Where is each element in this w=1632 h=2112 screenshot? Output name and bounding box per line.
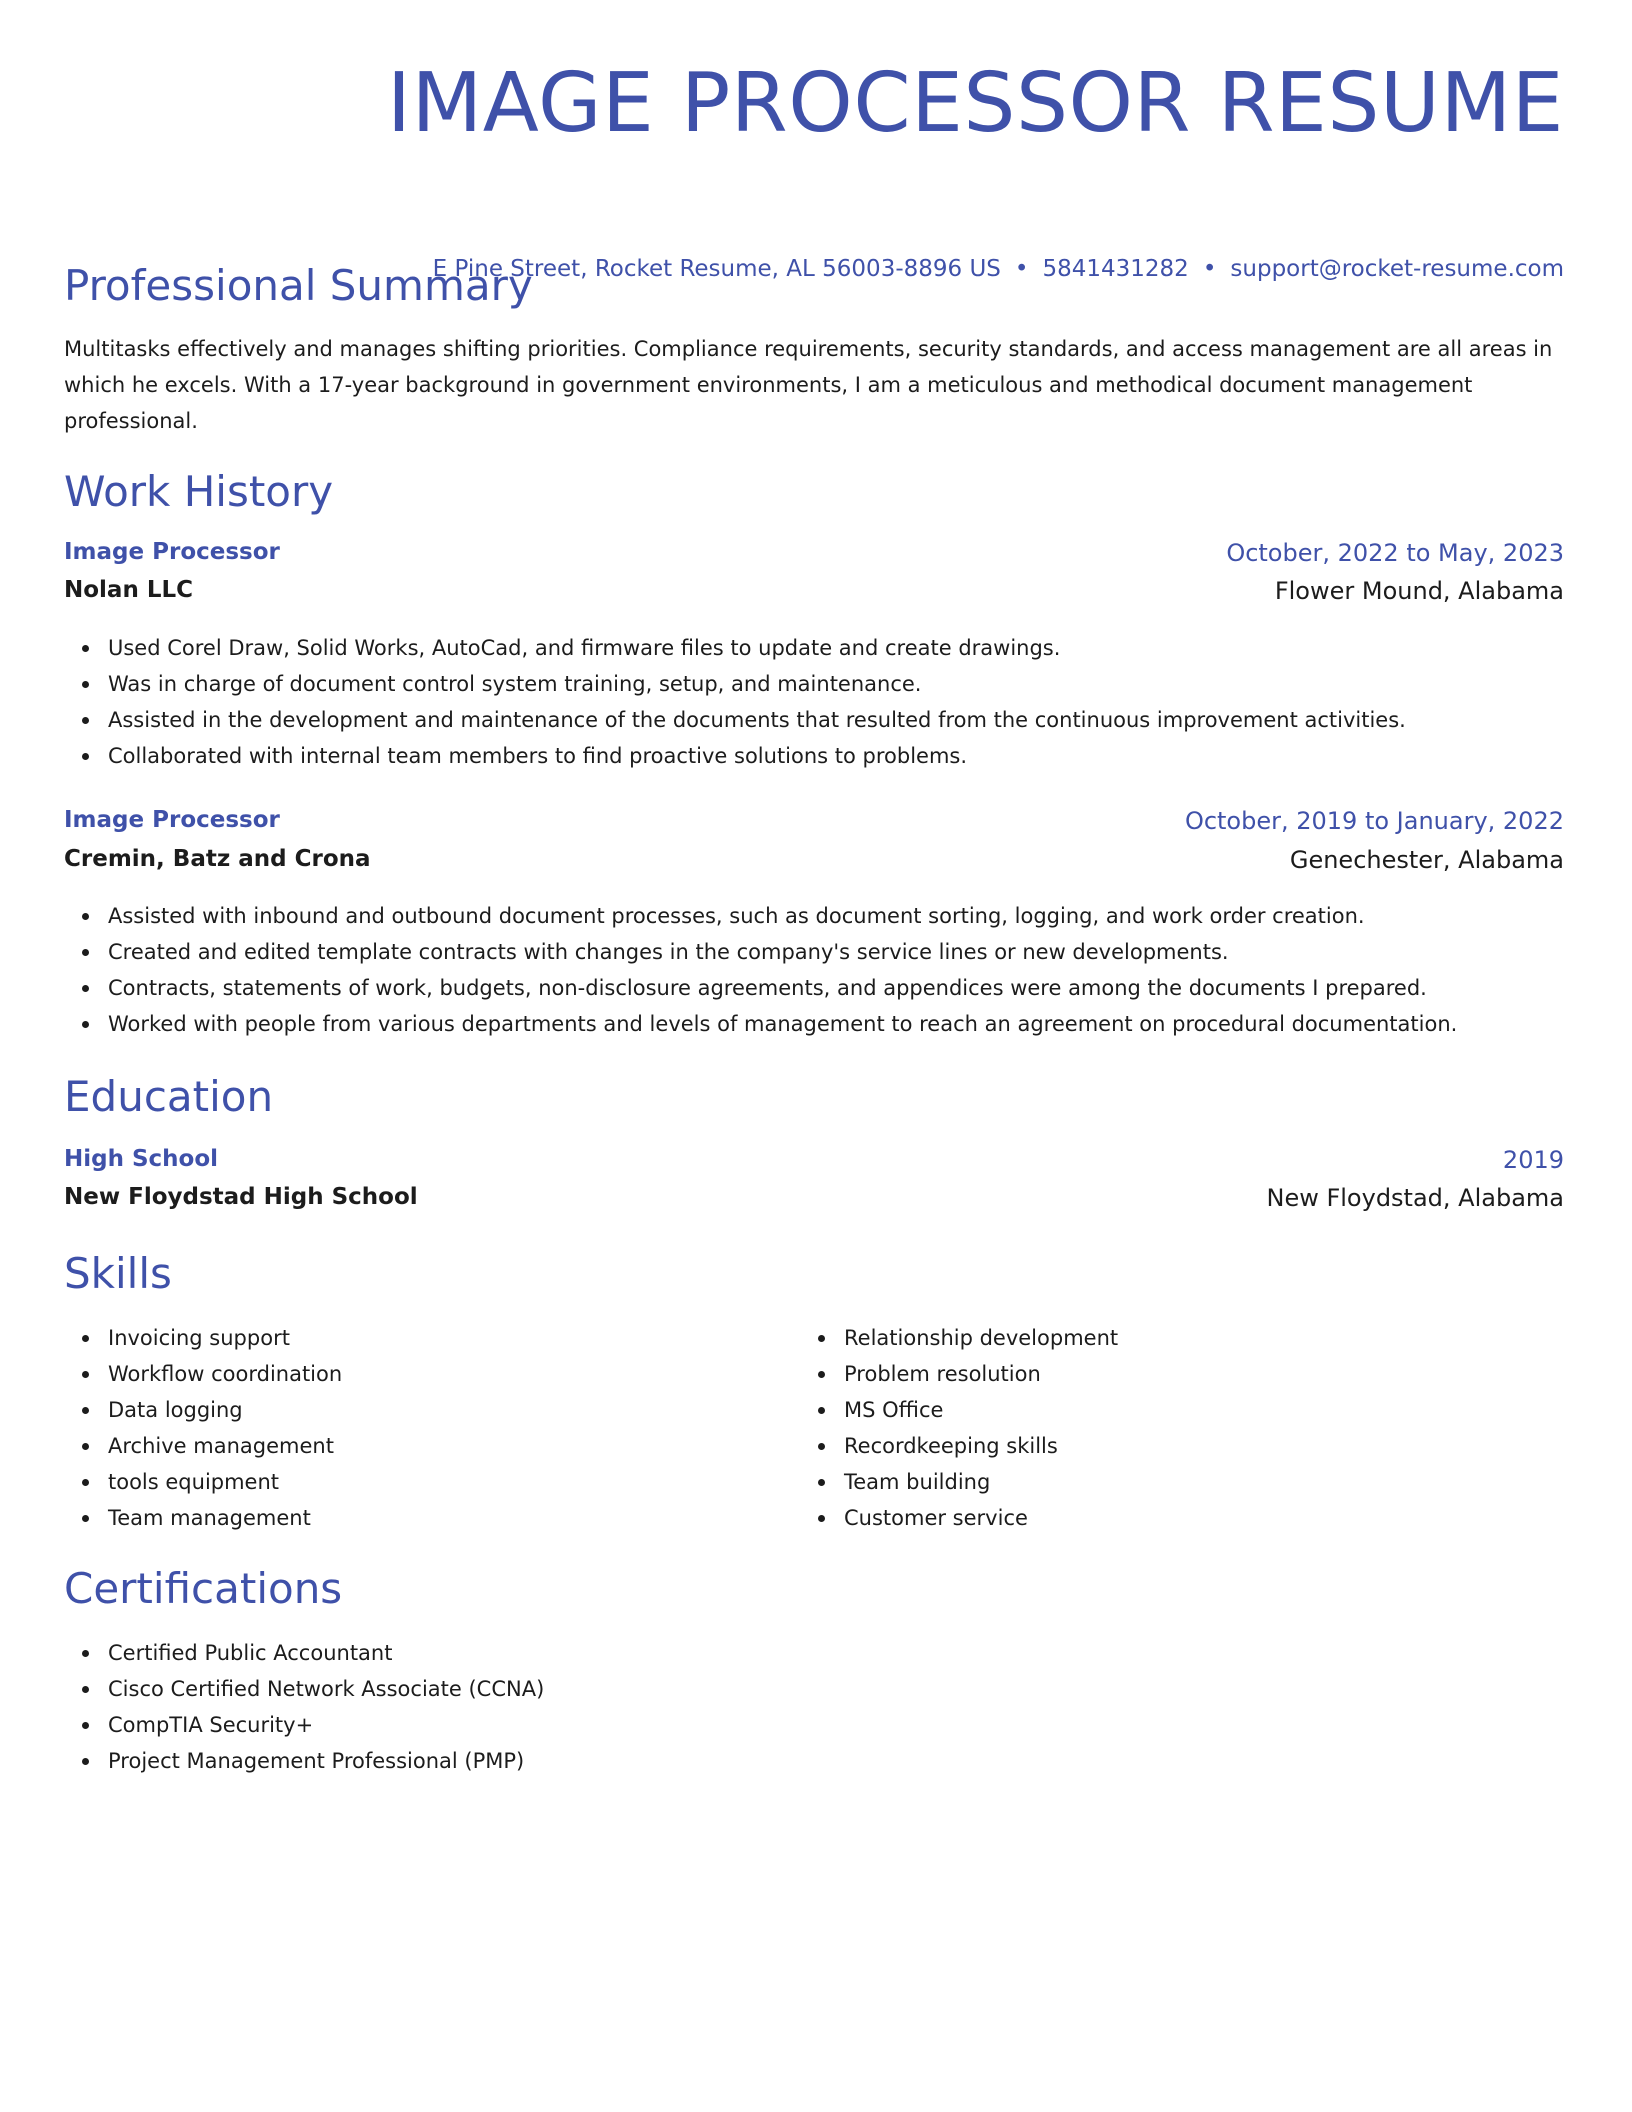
list-item: Team building (844, 1464, 1118, 1500)
job-dates: October, 2019 to January, 2022 (1184, 807, 1564, 835)
list-item: Assisted with inbound and outbound document processes, such as document sorting, logging, and work order creation. (108, 898, 1457, 934)
list-item: Worked with people from various departments and levels of management to reach an agreement on procedural documentation. (108, 1006, 1457, 1042)
contact-phone: 5841431282 (1042, 256, 1189, 282)
education-year: 2019 (1502, 1146, 1564, 1174)
list-item: Recordkeeping skills (844, 1428, 1118, 1464)
resume-page (64, 0, 1564, 1773)
education-subheader (64, 1184, 1564, 1216)
list-item: Invoicing support (108, 1320, 342, 1356)
list-item: Problem resolution (844, 1356, 1118, 1392)
summary-heading: Professional Summary (64, 261, 533, 310)
list-item: Cisco Certified Network Associate (CCNA) (108, 1671, 544, 1707)
contact-address: E Pine Street, Rocket Resume, AL 56003-8896 US (432, 256, 1001, 282)
list-item: Certified Public Accountant (108, 1635, 544, 1671)
list-item: Customer service (844, 1500, 1118, 1536)
job-company: Nolan LLC (64, 577, 194, 603)
job-subheader (64, 577, 1564, 609)
job-title: Image Processor (64, 539, 280, 565)
job-header (64, 807, 1564, 839)
list-item: Was in charge of document control system training, setup, and maintenance. (108, 666, 1406, 702)
education-location: New Floydstad, Alabama (1266, 1184, 1564, 1212)
list-item: Project Management Professional (PMP) (108, 1743, 544, 1779)
list-item: Team management (108, 1500, 342, 1536)
list-item: Workflow coordination (108, 1356, 342, 1392)
contact-email: support@rocket-resume.com (1230, 256, 1564, 282)
job-dates: October, 2022 to May, 2023 (1226, 539, 1564, 567)
job-bullets (64, 898, 1457, 1042)
education-header (64, 1146, 1564, 1178)
skills-heading: Skills (64, 1249, 172, 1298)
list-item: tools equipment (108, 1464, 342, 1500)
job-header (64, 539, 1564, 571)
list-item: Archive management (108, 1428, 342, 1464)
education-school: New Floydstad High School (64, 1184, 418, 1210)
job-location: Flower Mound, Alabama (1274, 577, 1564, 605)
summary-text: Multitasks effectively and manages shifting priorities. Compliance requirements, security standards, and access management are all areas in which he excels. With a 17-year background in government environments, I am a meticulous and methodical document management professional. (64, 337, 1553, 433)
list-item: Data logging (108, 1392, 342, 1428)
list-item: Contracts, statements of work, budgets, non-disclosure agreements, and appendices were among the documents I prepared. (108, 970, 1457, 1006)
education-heading: Education (64, 1072, 274, 1121)
skills-list-right (800, 1320, 1118, 1536)
list-item: Collaborated with internal team members to find proactive solutions to problems. (108, 738, 1406, 774)
contact-separator: • (1202, 256, 1217, 282)
list-item: Relationship development (844, 1320, 1118, 1356)
list-item: Assisted in the development and maintenance of the documents that resulted from the continuous improvement activities. (108, 702, 1406, 738)
job-bullets (64, 630, 1406, 774)
contact-line (433, 254, 1564, 284)
job-location: Genechester, Alabama (1289, 846, 1564, 874)
list-item: CompTIA Security+ (108, 1707, 544, 1743)
list-item: Created and edited template contracts with changes in the company's service lines or new developments. (108, 934, 1457, 970)
list-item: Used Corel Draw, Solid Works, AutoCad, and firmware files to update and create drawings. (108, 630, 1406, 666)
job-company: Cremin, Batz and Crona (64, 846, 371, 872)
contact-separator: • (1014, 256, 1029, 282)
certifications-heading: Certifications (64, 1564, 343, 1613)
education-degree: High School (64, 1146, 219, 1172)
certifications-list (64, 1635, 544, 1779)
job-subheader (64, 846, 1564, 878)
skills-list-left (64, 1320, 342, 1536)
list-item: MS Office (844, 1392, 1118, 1428)
resume-title: IMAGE PROCESSOR RESUME (386, 56, 1564, 151)
job-title: Image Processor (64, 807, 280, 833)
work-history-heading: Work History (64, 467, 334, 516)
